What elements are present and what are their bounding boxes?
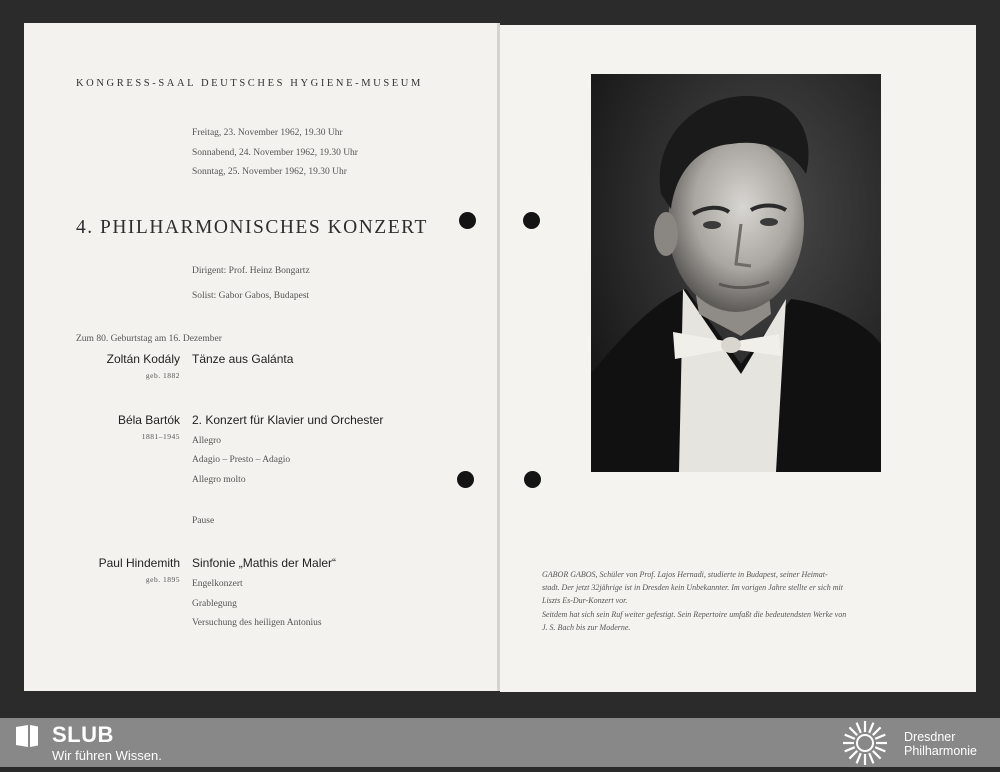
movement: Versuchung des heiligen Antonius xyxy=(192,618,322,628)
page-fold xyxy=(497,23,500,691)
punch-hole xyxy=(524,471,541,488)
concert-date-3: Sonntag, 25. November 1962, 19.30 Uhr xyxy=(192,167,347,177)
caption-line: J. S. Bach bis zur Moderne. xyxy=(542,622,631,632)
soloist-biography xyxy=(542,568,932,634)
pause-label: Pause xyxy=(192,516,215,526)
dedication-line: Zum 80. Geburtstag am 16. Dezember xyxy=(76,334,222,344)
caption-line: Seitdem hat sich sein Ruf weiter gefestigt. Sein Repertoire umfaßt die bedeutendsten Werke von xyxy=(542,609,847,619)
soloist-portrait-photo xyxy=(591,74,881,472)
movement: Allegro xyxy=(192,436,222,446)
philharmonie-logo-icon[interactable] xyxy=(840,718,890,767)
work-title: Sinfonie „Mathis der Maler“ xyxy=(192,556,337,570)
slub-tagline: Wir führen Wissen. xyxy=(52,748,162,763)
composer-name: Zoltán Kodály xyxy=(106,352,180,366)
punch-hole xyxy=(459,212,476,229)
philharmonie-name-line1: Dresdner xyxy=(904,730,956,744)
caption-line: GABOR GABOS, Schüler von Prof. Lajos Hernadi, studierte in Budapest, seiner Heimat- xyxy=(542,570,828,579)
movement: Allegro molto xyxy=(192,475,246,485)
slub-logo-icon[interactable] xyxy=(14,723,40,749)
movement: Engelkonzert xyxy=(192,579,243,589)
punch-hole xyxy=(523,212,540,229)
venue-heading: KONGRESS-SAAL DEUTSCHES HYGIENE-MUSEUM xyxy=(76,78,423,89)
caption-line: Liszts Es-Dur-Konzert vor. xyxy=(542,596,628,606)
movement: Adagio – Presto – Adagio xyxy=(192,455,291,465)
conductor-line: Dirigent: Prof. Heinz Bongartz xyxy=(192,266,310,276)
work-title: 2. Konzert für Klavier und Orchester xyxy=(192,413,384,427)
concert-date-2: Sonnabend, 24. November 1962, 19.30 Uhr xyxy=(192,148,358,158)
concert-title: 4. PHILHARMONISCHES KONZERT xyxy=(76,217,428,238)
movement: Grablegung xyxy=(192,599,237,609)
philharmonie-name[interactable] xyxy=(904,730,977,758)
slub-name[interactable]: SLUB xyxy=(52,722,114,747)
composer-years: 1881–1945 xyxy=(141,432,180,441)
composer-name: Paul Hindemith xyxy=(98,556,180,570)
composer-years: geb. 1895 xyxy=(145,575,180,584)
punch-hole xyxy=(457,471,474,488)
philharmonie-name-line2: Philharmonie xyxy=(904,744,977,758)
concert-date-1: Freitag, 23. November 1962, 19.30 Uhr xyxy=(192,128,343,138)
work-title: Tänze aus Galánta xyxy=(192,352,294,366)
composer-years: geb. 1882 xyxy=(145,371,180,380)
soloist-line: Solist: Gabor Gabos, Budapest xyxy=(192,291,310,301)
composer-name: Béla Bartók xyxy=(117,413,180,427)
caption-line: stadt. Der jetzt 32jährige ist in Dresden kein Unbekannter. Im vorigen Jahre stellte er sich mit xyxy=(542,583,843,593)
